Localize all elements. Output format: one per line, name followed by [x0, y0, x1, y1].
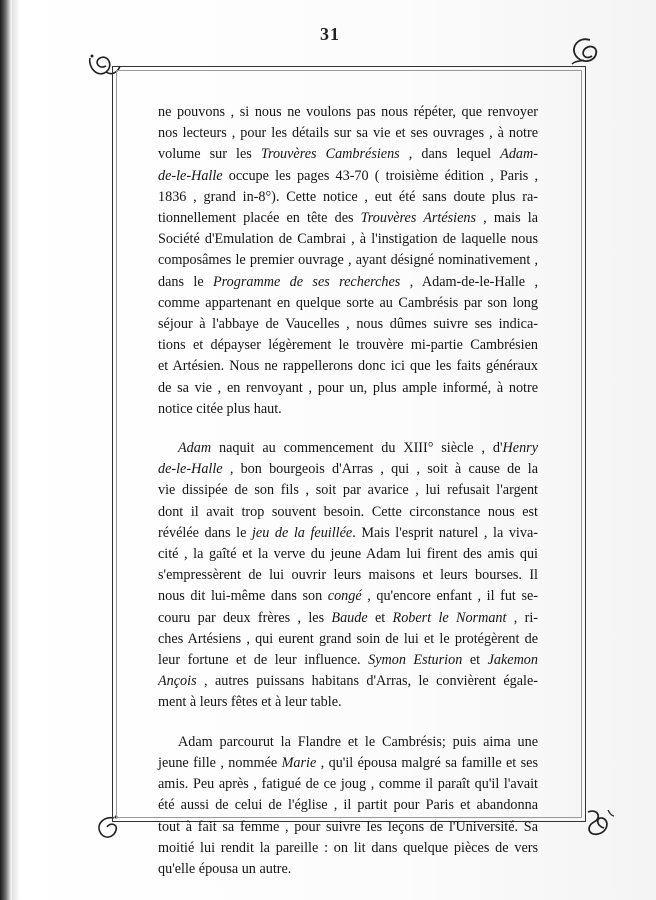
text-run: , qu'encore enfant , il fut se- [361, 588, 538, 605]
italic-text: Adam- [500, 146, 538, 163]
text-line [158, 293, 538, 314]
text-line [158, 565, 538, 586]
text-run: ches Artésiens , qui eurent grand soin de lui et le protégèrent de [158, 630, 538, 647]
italic-text: Marie [281, 754, 317, 771]
text-line [158, 187, 538, 208]
text-run: composâmes le premier ouvrage , ayant désigné nominativement , [158, 252, 538, 269]
text-line [158, 166, 538, 187]
text-run: vie dissipée de son fils , soit par avarice , lui refusait l'argent [158, 482, 538, 499]
italic-text: congé [327, 588, 362, 605]
text-run: occupe les pages 43-70 ( troisième édition , Paris , [222, 167, 538, 184]
text-run: , qu'il épousa malgré sa famille et ses [316, 754, 538, 771]
text-run: séjour à l'abbaye de Vaucelles , nous dûmes suivre ses indica- [158, 316, 538, 333]
page-number: 31 [320, 24, 340, 44]
paragraph [158, 102, 538, 420]
text-line [158, 859, 538, 880]
text-run: volume sur les [158, 146, 261, 163]
text-line [158, 335, 538, 356]
italic-text: Adam [178, 440, 212, 457]
text-run: moitié lui rendit la pareille : on lit dans quelque pièces de vers [158, 839, 538, 856]
italic-text: Henry [502, 440, 538, 457]
italic-text: jeu de la feuillée [251, 524, 353, 541]
text-run: . Mais l'esprit naturel , la viva- [352, 524, 538, 541]
text-run: s'empressèrent de lui ouvrir leurs maisons et leurs bourses. Il [158, 567, 538, 584]
text-run: leur fortune et de leur influence. [158, 652, 369, 669]
text-run: dans le [158, 273, 214, 290]
text-line [158, 314, 538, 335]
text-line [158, 123, 538, 144]
text-run: , Adam-de-le-Halle , [400, 273, 539, 290]
italic-text: Baude [331, 609, 368, 626]
text-line [158, 774, 538, 795]
italic-text: Ançois [158, 673, 197, 690]
text-run: révélée dans le [158, 524, 252, 541]
text-run: tionnellement placée en tête des [158, 210, 361, 227]
text-run: naquit au commencement du XIII° siècle , d' [211, 440, 503, 457]
italic-text: Programme de ses recherches [213, 273, 401, 290]
text-line [158, 838, 538, 859]
text-run: , mais la [476, 210, 538, 227]
text-line [158, 250, 538, 271]
text-line [158, 692, 538, 713]
text-line [158, 608, 538, 629]
text-line [158, 438, 538, 459]
paragraph [158, 732, 538, 880]
italic-text: Trouvères Cambrésiens [260, 146, 400, 163]
text-line [158, 650, 538, 671]
italic-text: Robert le Normant [392, 609, 507, 626]
italic-text: Jakemon [487, 652, 538, 669]
text-run: nous dit lui-même dans son [158, 588, 328, 605]
text-run: et Artésien. Nous ne rappellerons donc ici que les faits généraux [158, 358, 538, 375]
italic-text: Symon Esturion [368, 652, 463, 669]
corner-ornament-top-right [566, 34, 602, 70]
text-run: , dans lequel [399, 146, 501, 163]
text-run: jeune fille , nommée [158, 754, 282, 771]
text-line [158, 144, 538, 165]
page-binding-shadow [0, 0, 12, 900]
text-line [158, 586, 538, 607]
text-run: et [462, 652, 488, 669]
text-run: nos lecteurs , pour les détails sur sa vie et ses ouvrages , à notre [158, 125, 538, 142]
text-line [158, 356, 538, 377]
paragraph [158, 438, 538, 714]
text-run: dont il avait trop souvent besoin. Cette circonstance nous est [158, 503, 538, 520]
text-line [158, 480, 538, 501]
page-gutter-shadow [12, 0, 20, 900]
text-run: cité , la gaîté et la verve du jeune Adam lui firent des amis qui [158, 546, 538, 563]
text-run: de sa vie , en renvoyant , pour un, plus ample informé, à notre [158, 379, 538, 396]
text-line [158, 378, 538, 399]
text-line [158, 459, 538, 480]
text-line [158, 544, 538, 565]
text-line [158, 208, 538, 229]
text-line [158, 502, 538, 523]
text-line [158, 272, 538, 293]
text-run: couru par deux frères , les [158, 609, 332, 626]
text-run: qu'elle épousa un autre. [158, 860, 292, 877]
text-run: amis. Peu après , fatigué de ce joug , comme il paraît qu'il l'avait [158, 776, 538, 793]
text-run: comme appartenant en quelque sorte au Cambrésis par son long [158, 294, 538, 311]
text-run: Adam parcourut la Flandre et le Cambrésis; puis aima une [178, 733, 538, 750]
text-line [158, 102, 538, 123]
text-line [158, 732, 538, 753]
text-run: , ri- [506, 609, 538, 626]
text-run: Société d'Emulation de Cambrai , à l'instigation de laquelle nous [158, 231, 538, 248]
text-run: et [367, 609, 393, 626]
text-run: été aussi de celui de l'église , il partit pour Paris et abandonna [158, 797, 538, 814]
text-run: , autres puissans habitans d'Arras, le convièrent égale- [196, 673, 538, 690]
text-line [158, 229, 538, 250]
text-run: ne pouvons , si nous ne voulons pas nous répéter, que renvoyer [158, 104, 538, 120]
text-run: 1836 , grand in-8°). Cette notice , eut été sans doute plus ra- [158, 188, 538, 205]
text-line [158, 795, 538, 816]
body-text [158, 102, 538, 880]
text-line [158, 753, 538, 774]
italic-text: de-le-Halle [158, 461, 223, 478]
text-line [158, 629, 538, 650]
text-run: tions et dépayser légèrement le trouvère mi-partie Cambrésien [158, 337, 538, 354]
text-line [158, 817, 538, 838]
text-run: ment à leurs fêtes et à leur table. [158, 694, 342, 711]
text-line [158, 523, 538, 544]
italic-text: Trouvères Artésiens [360, 210, 477, 227]
text-run: tout à fait sa femme , pour suivre les leçons de l'Université. Sa [158, 818, 538, 835]
text-line [158, 399, 538, 420]
text-run: notice citée plus haut. [158, 400, 282, 417]
text-run: , bon bourgeois d'Arras , qui , soit à cause de la [222, 461, 538, 478]
italic-text: de-le-Halle [158, 167, 223, 184]
text-line [158, 671, 538, 692]
